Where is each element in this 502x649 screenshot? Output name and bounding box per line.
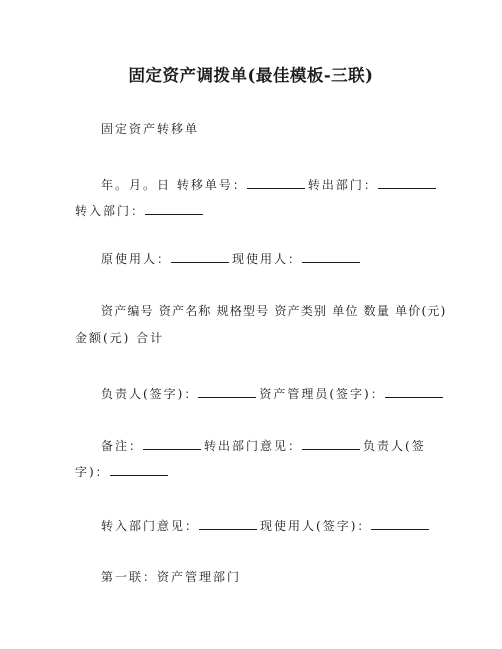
- out-dept-opinion-blank: [302, 437, 360, 450]
- transfer-in-label: 转入部门：: [75, 204, 146, 218]
- out-dept-opinion-label: 转出部门意见：: [204, 439, 303, 453]
- columns-text-1: 资产编号 资产名称 规格型号 资产类别 单位 数量 单价(元): [101, 304, 447, 318]
- form-heading: [101, 122, 199, 136]
- signature-row: [101, 385, 446, 401]
- date-and-number-row: [101, 176, 439, 192]
- original-user-blank: [171, 250, 229, 263]
- users-row: [101, 250, 363, 266]
- transfer-out-blank: [378, 176, 436, 189]
- remark-blank: [143, 437, 201, 450]
- columns-row-2: [75, 331, 164, 345]
- responsible-sign-blank: [198, 385, 256, 398]
- in-dept-opinion-blank: [199, 517, 257, 530]
- date-number-label: 年。月。日 转移单号：: [101, 178, 247, 192]
- in-dept-row: [101, 517, 432, 533]
- document-title: 固定资产调拨单(最佳模板-三联): [128, 66, 374, 85]
- responsible-sign-label-a: 负责人(签: [363, 439, 426, 453]
- columns-text-2: 金额(元) 合计: [75, 331, 165, 345]
- transfer-number-blank: [247, 176, 305, 189]
- current-user-sign-blank: [371, 517, 429, 530]
- remark-label: 备注：: [101, 439, 144, 453]
- original-user-label: 原使用人：: [101, 252, 172, 266]
- transfer-in-blank: [145, 202, 203, 215]
- form-heading-text: 固定资产转移单: [101, 122, 200, 136]
- remark-row: [101, 437, 426, 453]
- responsible-sign-blank-2: [110, 463, 168, 476]
- columns-row-1: [101, 304, 446, 318]
- asset-manager-sign-label: 资产管理员(签字)：: [259, 387, 385, 401]
- transfer-in-row: [75, 202, 206, 218]
- asset-manager-sign-blank: [385, 385, 443, 398]
- current-user-label: 现使用人：: [232, 252, 303, 266]
- copy-one-row: [101, 570, 241, 584]
- responsible-sign-label: 负责人(签字)：: [101, 387, 199, 401]
- transfer-out-label: 转出部门：: [307, 178, 378, 192]
- current-user-sign-label: 现使用人(签字)：: [260, 519, 372, 533]
- responsible-sign-label-b: 字)：: [75, 465, 110, 479]
- in-dept-opinion-label: 转入部门意见：: [101, 519, 200, 533]
- current-user-blank: [302, 250, 360, 263]
- copy-one-text: 第一联：资产管理部门: [101, 570, 242, 584]
- remark-row-cont: [75, 463, 171, 479]
